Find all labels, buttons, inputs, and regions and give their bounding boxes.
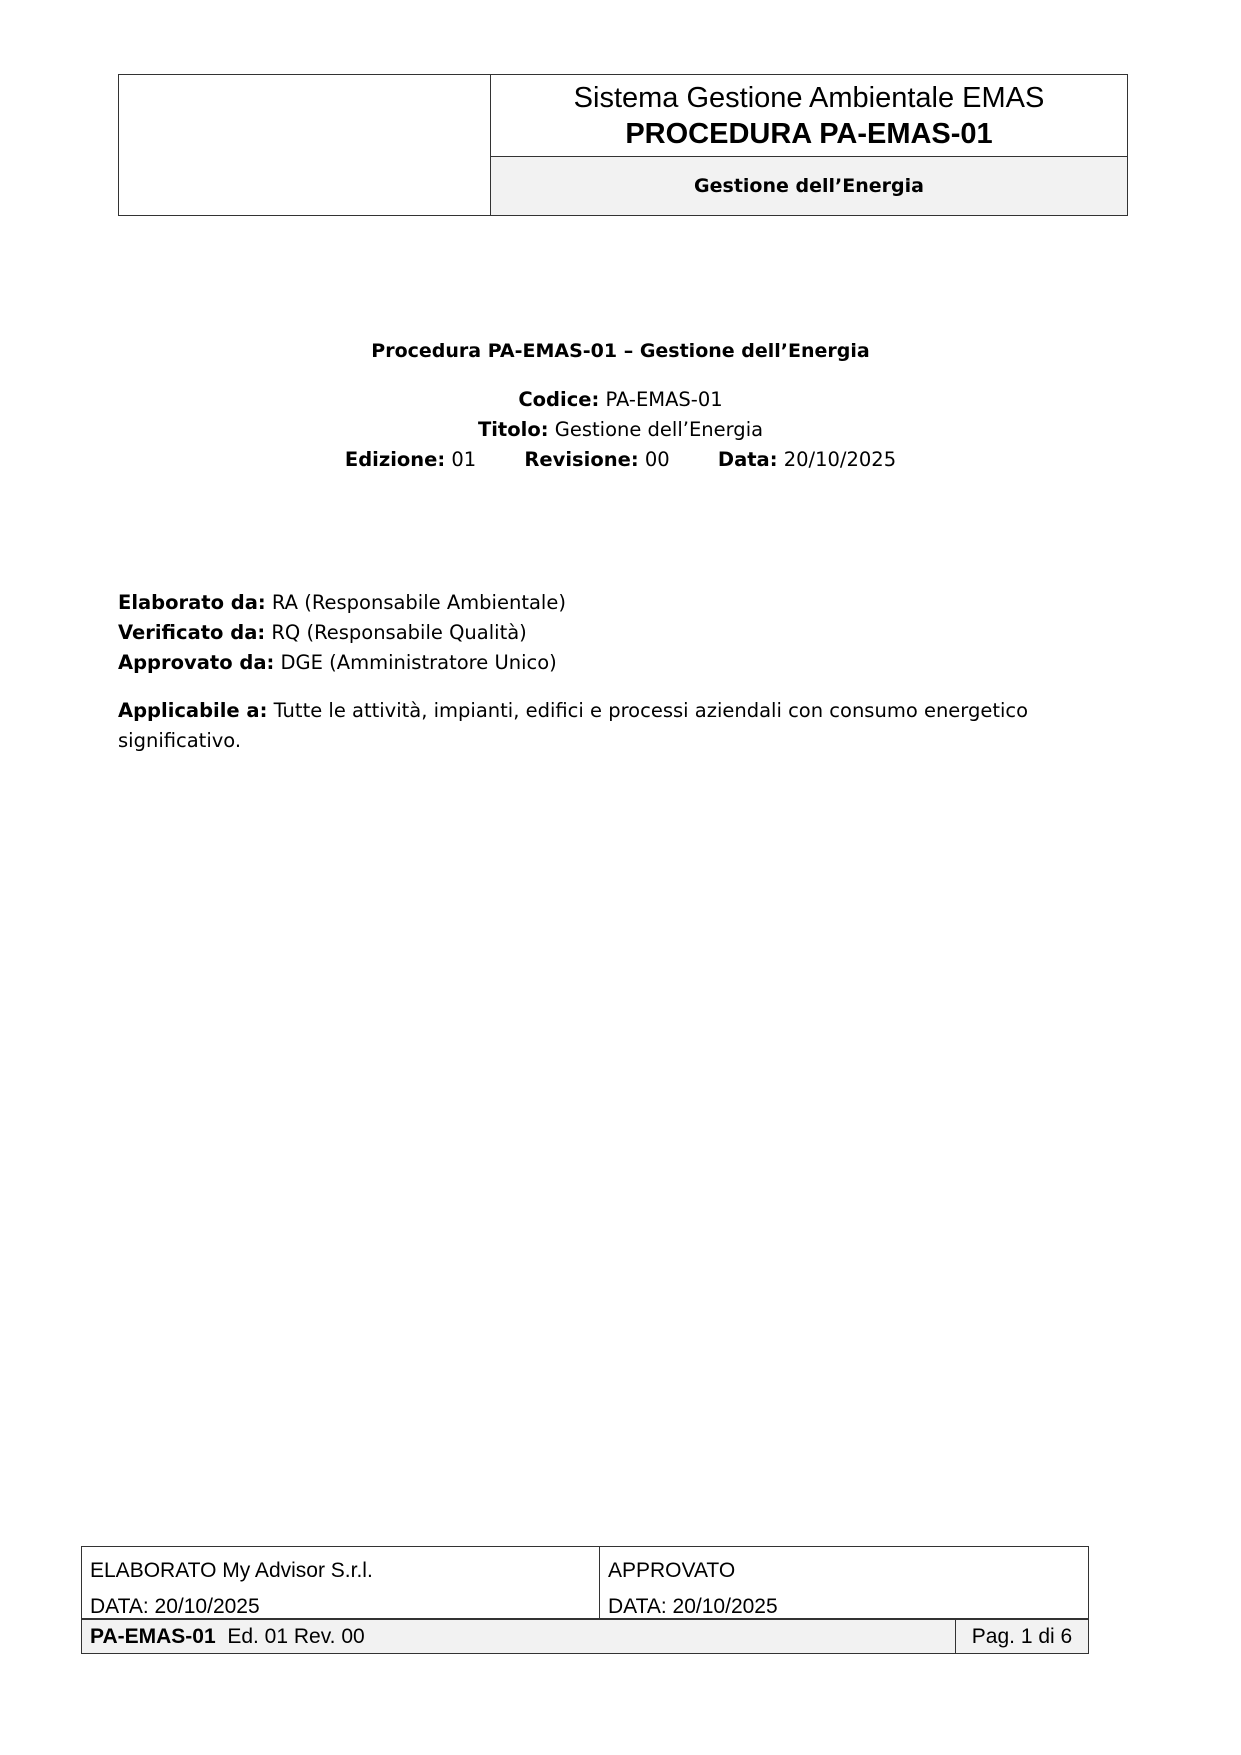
elaborato-line	[118, 588, 1078, 618]
footer-code-cell	[82, 1620, 956, 1653]
revisione-label: Revisione:	[524, 448, 639, 471]
edizione-label: Edizione:	[344, 448, 446, 471]
meta-codice	[0, 388, 1241, 411]
codice-label: Codice:	[518, 388, 600, 411]
verificato-value: RQ (Responsabile Qualità)	[271, 621, 527, 644]
document-title: Procedura PA-EMAS-01 – Gestione dell’Energia	[371, 340, 870, 362]
applicability-paragraph	[118, 696, 1078, 756]
edizione-value: 01	[451, 448, 477, 471]
procedure-code: PROCEDURA PA-EMAS-01	[625, 117, 993, 150]
applicability-label: Applicabile a:	[118, 699, 268, 722]
data-label: Data:	[717, 448, 778, 471]
footer-elaborato-cell	[82, 1547, 600, 1618]
meta-edition-line	[0, 448, 1241, 471]
verificato-line	[118, 618, 1078, 648]
header-title-cell	[491, 75, 1127, 157]
footer-page-number: Pag. 1 di 6	[971, 1625, 1073, 1648]
footer-elaborato-date: DATA: 20/10/2025	[90, 1595, 260, 1618]
codice-value: PA-EMAS-01	[605, 388, 723, 411]
verificato-label: Verificato da:	[118, 621, 266, 644]
approvato-line	[118, 648, 1078, 678]
footer-approvato-cell	[600, 1547, 1088, 1618]
data-value: 20/10/2025	[783, 448, 897, 471]
header-subtitle: Gestione dell’Energia	[491, 157, 1127, 215]
header-right	[491, 75, 1127, 215]
approvato-value: DGE (Amministratore Unico)	[280, 651, 557, 674]
footer-table	[81, 1546, 1089, 1654]
footer-approvato-date: DATA: 20/10/2025	[608, 1595, 778, 1618]
logo-cell	[119, 75, 491, 215]
footer-bottom-row	[82, 1620, 1088, 1653]
titolo-value: Gestione dell’Energia	[554, 418, 764, 441]
footer-approvato: APPROVATO	[608, 1559, 736, 1582]
footer-edition: Ed. 01 Rev. 00	[227, 1625, 365, 1648]
revisione-value: 00	[644, 448, 670, 471]
footer-top-row	[82, 1547, 1088, 1620]
elaborato-value: RA (Responsabile Ambientale)	[271, 591, 566, 614]
header-table	[118, 74, 1128, 216]
titolo-label: Titolo:	[477, 418, 549, 441]
footer-elaborato: ELABORATO My Advisor S.r.l.	[90, 1559, 373, 1582]
footer-code: PA-EMAS-01	[90, 1625, 216, 1648]
applicability-text: Tutte le attività, impianti, edifici e processi aziendali con consumo energetico significativo.	[118, 699, 1029, 752]
approvato-label: Approvato da:	[118, 651, 275, 674]
responsibilities-block	[118, 588, 1078, 756]
elaborato-label: Elaborato da:	[118, 591, 266, 614]
system-name: Sistema Gestione Ambientale EMAS	[573, 81, 1045, 114]
meta-titolo	[0, 418, 1241, 441]
